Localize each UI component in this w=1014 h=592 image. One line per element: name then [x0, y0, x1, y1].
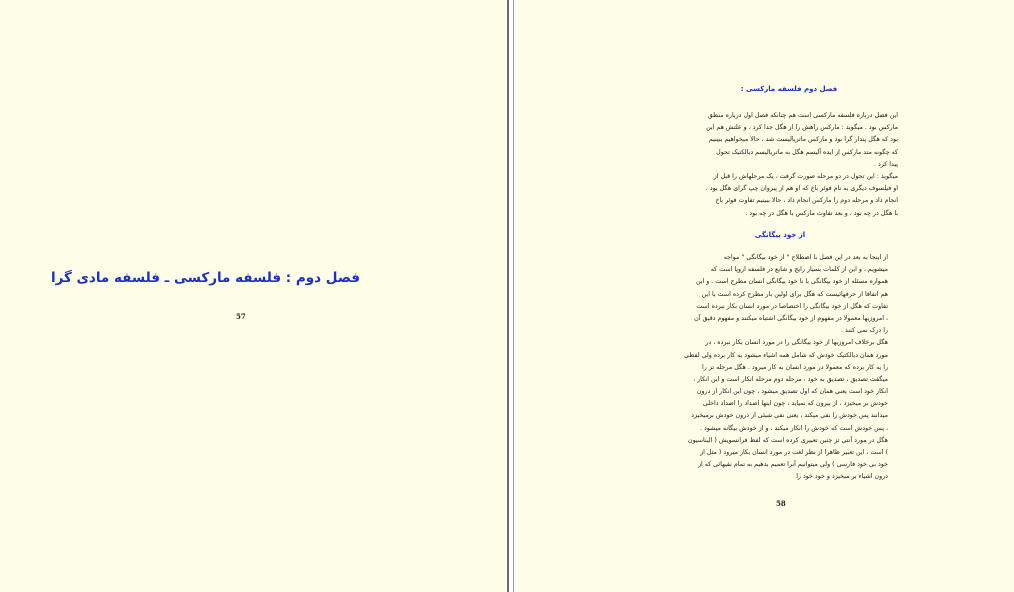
text-line: از اینجا به بعد در این فصل با اصطلاح " از خود بیگانگی " مواجه	[723, 254, 888, 261]
text-line: همواره مسئله از خود بیگانگی یا نا خود بیگانگی انسان مطرح است . و این	[695, 278, 888, 286]
page-divider-inner	[513, 0, 514, 592]
text-line: بود که هگل پندار گرا بود و مارکس ماتریالیست شد ، حالا میخواهیم ببینیم	[708, 136, 898, 144]
text-line: میگفت تصدیق ، تصدیق به خود ، مرحله دوم مرحله انکار است و این انکار ،	[693, 375, 888, 383]
text-line: هگل در مورد آنتی تز چنین تعبیری کرده است که لفظ فرانسویش ( الیناسیون	[687, 436, 888, 444]
text-line: پیدا کرد .	[874, 160, 898, 168]
text-line: را به کار برده که معمولا در مورد انسان به کار میرود . هگل مرحله تز را	[702, 363, 888, 371]
body-paragraph	[610, 252, 888, 484]
text-line: انکار خود است یعنی همان که اول تصدیق میشود ، چون این انکار از درون	[696, 388, 888, 396]
text-line: هم اتفاقا از حرفهائیست که هگل برای اولین بار مطرح کرده است با این	[701, 290, 888, 298]
chapter-title: فصل دوم : فلسفه مارکسی ـ فلسفه مادی گرا	[50, 270, 360, 286]
text-line: ، امروزیها معمولا در مفهوم از خود بیگانگی اشتباه میکنند و مفهوم دقیق آن	[694, 314, 888, 322]
text-line: خودش بر میخیزد ، از بیرون که نمیاید ، چون اینها اضداد را اضداد داخلی	[702, 400, 888, 408]
page-divider	[507, 0, 509, 592]
text-line: میدانند پس خودش را نفی میکند ، یعنی نفی شیئی از درون خودش برمیخیزد	[691, 412, 888, 420]
page-number-right: 58	[776, 499, 786, 508]
text-line: انجام داد و مرحله دوم را مارکس انجام داد ، حالا ببینیم تفاوت فوئر باخ	[715, 197, 898, 205]
text-line: درون اشیاء بر میخیزد و خود خود را	[796, 473, 888, 481]
text-line: ، پس خودش است که خودش را انکار میکند ، و از خودش بیگانه میشود .	[699, 424, 888, 432]
text-line: هگل برخلاف امروزیها از خود بیگانگی را در مورد انسان بکار نبرده ، در	[705, 339, 888, 347]
text-line: میشویم ، و این از کلمات بسیار رایج و شایع در فلسفه اروپا است که	[710, 266, 888, 274]
text-line: ) است ، این تعبیر ظاهرا از نظر لغت در مورد انسان بکار میرود ( مثل از	[700, 449, 888, 456]
text-line: تفاوت که هگل از خود بیگانگی را اختصاصا در مورد انسان بکار نبرده است	[696, 302, 888, 310]
text-line: این فصل درباره فلسفه مارکسی است هم چنانکه فصل اول درباره منطق	[707, 112, 898, 119]
text-line: مارکس بود . میگوید : مارکس راهش را از هگل جدا کرد ، و علتش هم این	[706, 124, 898, 132]
left-page	[0, 0, 506, 592]
text-line: را درک نمی کنند .	[840, 327, 888, 335]
section-heading: از خود بیگانگی	[754, 231, 806, 239]
text-line: خود بی خود فارسی ) ولی میتوانیم آنرا تعمیم بدهیم به تمام نفیهائی که از	[698, 461, 888, 469]
text-line: با هگل در چه بود ، و بعد تفاوت مارکس با هگل در چه بود .	[745, 209, 898, 217]
text-line: میگوید : این تحول در دو مرحله صورت گرفت ، یک مرحلهاش را قبل از	[713, 172, 898, 180]
text-line: او فیلسوف دیگری به نام فوئر باخ که او هم از پیروان چپ گرای هگل بود ،	[705, 185, 898, 193]
intro-paragraph	[620, 110, 898, 220]
chapter-heading: فصل دوم فلسفه مارکسی :	[740, 85, 838, 93]
text-line: که چگونه متد مارکس از ایده آلیسم هگل به ماتریالیسم دیالکتیک تحول	[716, 148, 898, 156]
text-line: مورد همان دیالکتیک خودش که شامل همه اشیاء میشود به کار برده ولی لفظی	[684, 351, 888, 359]
page-number-left: 57	[236, 312, 246, 321]
